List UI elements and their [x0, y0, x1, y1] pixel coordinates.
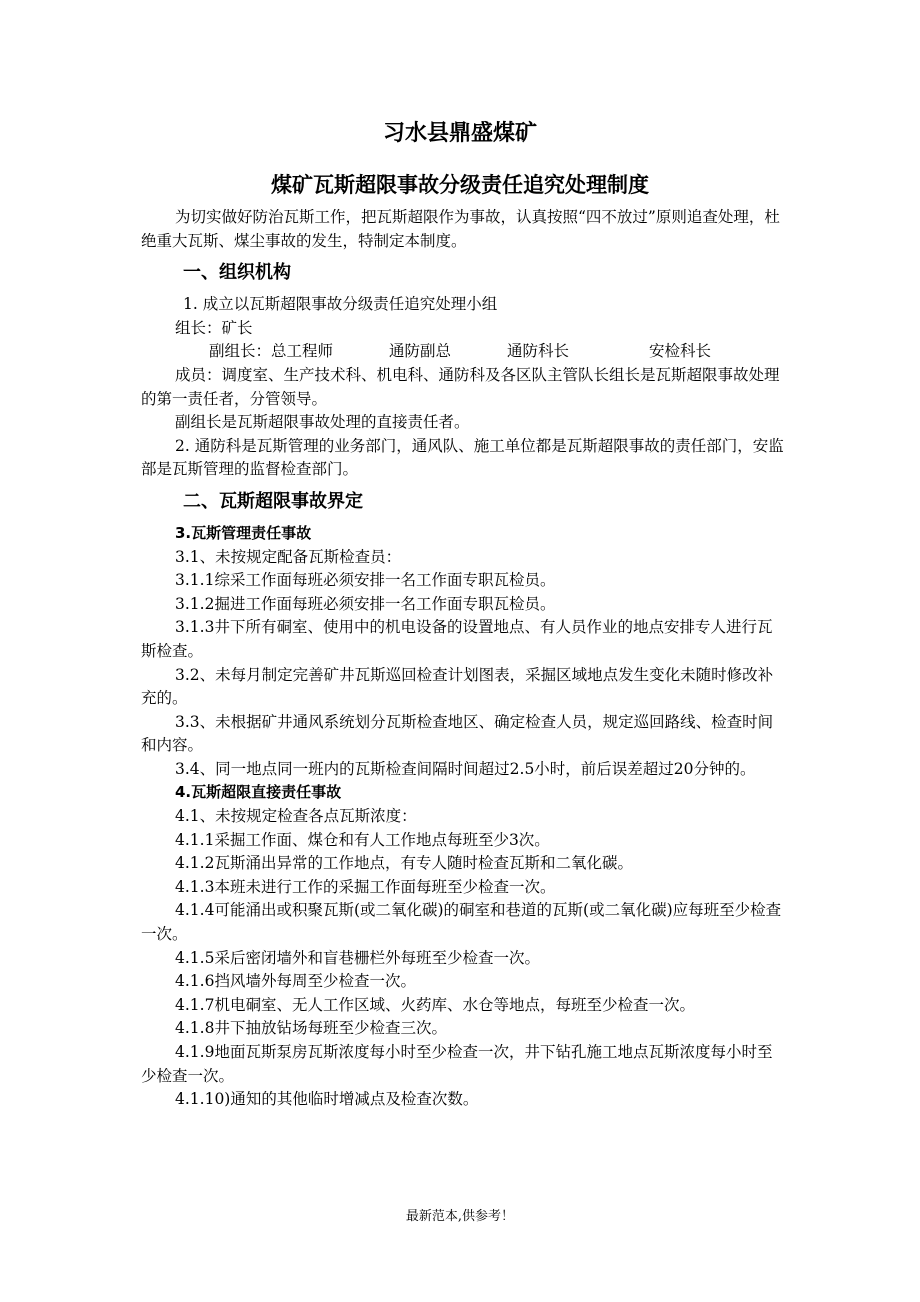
subheading-3: 3.瓦斯管理责任事故 — [175, 523, 312, 542]
page-footer: 最新范本,供参考！ — [405, 1209, 515, 1224]
paragraph-3-1-2: 3.1.2掘进工作面每班必须安排一名工作面专职瓦检员。 — [175, 594, 556, 613]
deputy-ventilation-head: 通防科长 — [507, 342, 570, 361]
deputy-ventilation-vice: 通防副总 — [389, 342, 452, 361]
paragraph-3-4: 3.4、同一地点同一班内的瓦斯检查间隔时间超过2.5小时，前后误差超过20分钟的。 — [175, 759, 756, 778]
paragraph-4-1-10: 4.1.10)通知的其他临时增减点及检查次数。 — [175, 1090, 479, 1109]
subheading-4: 4.瓦斯超限直接责任事故 — [175, 783, 342, 802]
paragraph-3-3: 3.3、未根据矿井通风系统划分瓦斯检查地区、确定检查人员，规定巡回路线、检查时间和内容。 — [141, 712, 774, 755]
paragraph-4-1-8: 4.1.8井下抽放钻场每班至少检查三次。 — [175, 1019, 447, 1038]
paragraph-3-1-1: 3.1.1综采工作面每班必须安排一名工作面专职瓦检员。 — [175, 571, 556, 590]
paragraph-4-1-7: 4.1.7机电硐室、无人工作区域、火药库、水仓等地点，每班至少检查一次。 — [175, 995, 695, 1014]
paragraph-leader: 组长：矿长 — [175, 318, 253, 337]
paragraph-4-1-5: 4.1.5采后密闭墙外和盲巷栅栏外每班至少检查一次。 — [175, 948, 540, 967]
document-body — [141, 206, 785, 1112]
deputy-safety-head: 安检科长 — [649, 342, 712, 361]
paragraph-4-1-6: 4.1.6挡风墙外每周至少检查一次。 — [175, 972, 416, 991]
paragraph-item2: 2. 通防科是瓦斯管理的业务部门，通风队、施工单位都是瓦斯超限事故的责任部门，安监部是瓦斯管理的监督检查部门。 — [141, 436, 784, 479]
paragraph-deputy-role: 副组长是瓦斯超限事故处理的直接责任者。 — [175, 413, 470, 432]
document-title: 煤矿瓦斯超限事故分级责任追究处理制度 — [271, 173, 649, 197]
paragraph-3-2: 3.2、未每月制定完善矿井瓦斯巡回检查计划图表，采掘区域地点发生变化未随时修改补充的。 — [141, 665, 774, 708]
section-heading-definition: 二、瓦斯超限事故界定 — [183, 490, 363, 512]
paragraph-4-1: 4.1、未按规定检查各点瓦斯浓度： — [175, 807, 417, 826]
intro-paragraph: 为切实做好防治瓦斯工作，把瓦斯超限作为事故，认真按照“四不放过”原则追查处理，杜绝重大瓦斯、煤尘事故的发生，特制定本制度。 — [141, 208, 780, 250]
paragraph-members: 成员：调度室、生产技术科、机电科、通防科及各区队主管队长组长是瓦斯超限事故处理的第一责任者，分管领导。 — [141, 365, 780, 408]
paragraph-4-1-2: 4.1.2瓦斯涌出异常的工作地点，有专人随时检查瓦斯和二氧化碳。 — [175, 854, 633, 873]
paragraph-3-1-3: 3.1.3井下所有硐室、使用中的机电设备的设置地点、有人员作业的地点安排专人进行瓦斯检查。 — [141, 618, 773, 660]
paragraph-3-1: 3.1、未按规定配备瓦斯检查员： — [175, 547, 402, 566]
paragraph-deputies — [141, 340, 785, 364]
paragraph-4-1-1: 4.1.1采掘工作面、煤仓和有人工作地点每班至少3次。 — [175, 830, 550, 849]
paragraph-4-1-4: 4.1.4可能涌出或积聚瓦斯(或二氧化碳)的硐室和巷道的瓦斯(或二氧化碳)应每班至少检查一次。 — [141, 901, 782, 944]
deputy-chief-engineer: 副组长：总工程师 — [209, 342, 334, 361]
paragraph-item1: 1. 成立以瓦斯超限事故分级责任追究处理小组 — [183, 295, 498, 314]
org-title: 习水县鼎盛煤矿 — [382, 121, 537, 146]
paragraph-4-1-3: 4.1.3本班未进行工作的采掘工作面每班至少检查一次。 — [175, 877, 556, 896]
paragraph-4-1-9: 4.1.9地面瓦斯泵房瓦斯浓度每小时至少检查一次，井下钻孔施工地点瓦斯浓度每小时至少检查一次。 — [141, 1043, 773, 1085]
section-heading-organization: 一、组织机构 — [183, 262, 291, 284]
